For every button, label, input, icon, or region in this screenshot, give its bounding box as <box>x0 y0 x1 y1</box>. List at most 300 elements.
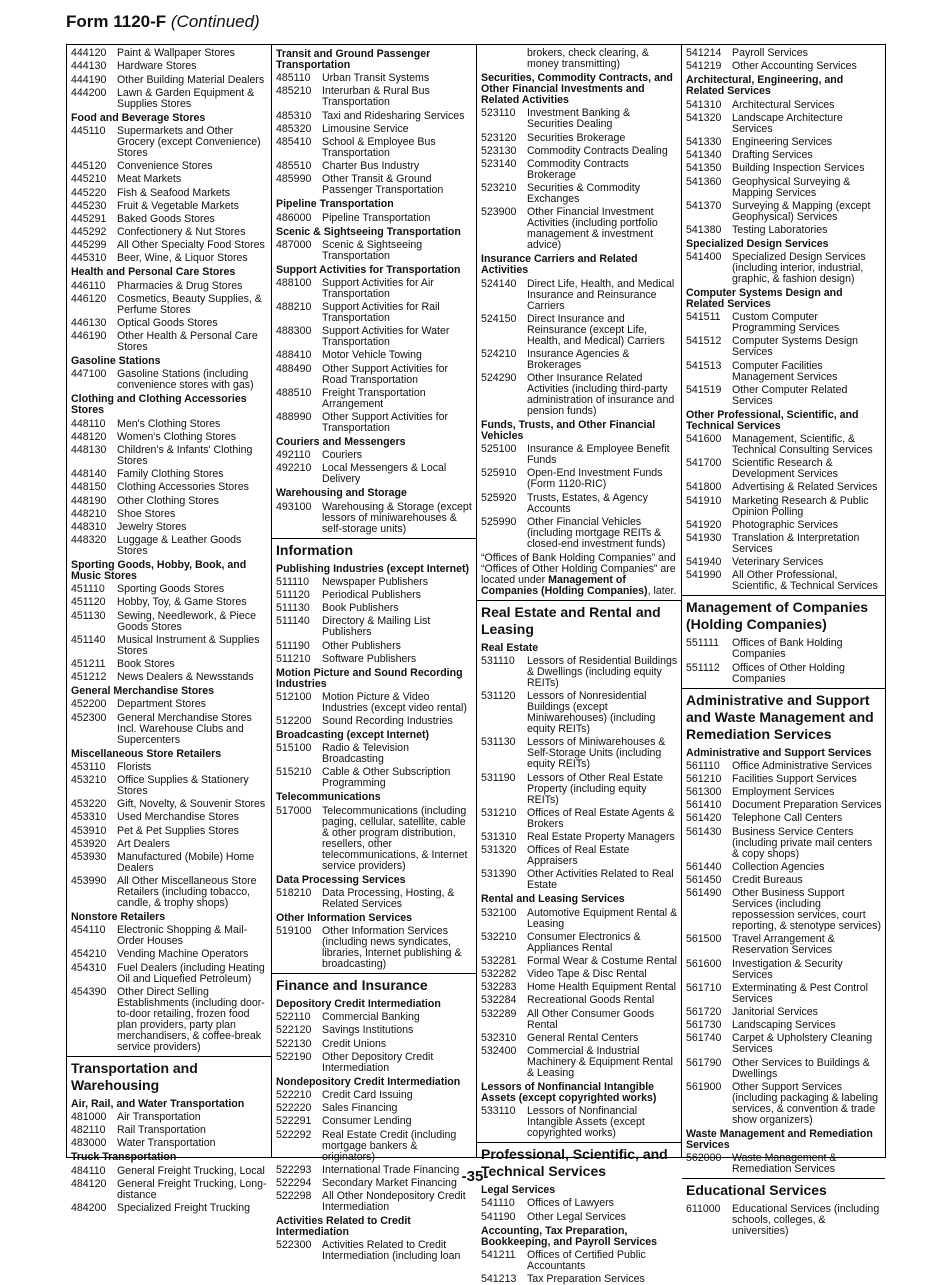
naics-code: 523210 <box>481 182 517 195</box>
naics-code: 454390 <box>71 985 107 998</box>
naics-code: 451211 <box>71 658 106 670</box>
naics-code: 481000 <box>71 1111 107 1123</box>
code-entry <box>71 48 268 59</box>
code-entry <box>276 137 473 159</box>
code-entry <box>481 956 678 967</box>
naics-code: 511210 <box>276 652 311 665</box>
activity-description: Beer, Wine, & Liquor Stores <box>117 252 248 265</box>
code-entry <box>686 1020 882 1031</box>
note-reference: Management of Companies (Holding Companies) <box>481 573 648 597</box>
activity-description: Other Publishers <box>322 639 401 652</box>
code-entry <box>276 463 473 485</box>
naics-code: 561110 <box>686 759 720 772</box>
code-entry <box>71 469 268 480</box>
naics-code: 511140 <box>276 615 310 628</box>
code-entry <box>686 361 882 383</box>
code-entry <box>71 762 268 773</box>
naics-code: 541380 <box>686 223 722 236</box>
subsector-heading: Gasoline Stations <box>71 355 161 368</box>
naics-code: 541330 <box>686 135 722 148</box>
naics-code: 561720 <box>686 1005 722 1018</box>
subsector-heading: Depository Credit Intermediation <box>276 998 441 1010</box>
code-entry <box>276 502 473 535</box>
subsector-heading: Lessors of Nonfinancial Intangible Assets (except copyrighted works) <box>481 1081 657 1104</box>
naics-code: 451212 <box>71 671 107 684</box>
naics-code: 532282 <box>481 968 517 981</box>
code-entry <box>686 252 882 285</box>
code-entry <box>481 869 678 891</box>
activity-description: Fruit & Vegetable Markets <box>117 199 239 212</box>
activity-description: Building Inspection Services <box>732 162 865 175</box>
naics-code: 524150 <box>481 312 517 325</box>
code-entry <box>71 852 268 874</box>
code-entry <box>481 207 678 251</box>
activity-description: Offices of Certified Public Accountants <box>527 1248 646 1272</box>
code-entry <box>71 126 268 159</box>
naics-code: 561430 <box>686 825 722 838</box>
naics-code-table <box>66 44 886 1285</box>
activity-description: Scenic & Sightseeing Transportation <box>322 238 423 262</box>
code-entry <box>481 908 678 930</box>
code-entry <box>71 432 268 443</box>
naics-code: 448120 <box>71 430 107 443</box>
naics-code: 445230 <box>71 199 107 212</box>
code-entry <box>686 934 882 956</box>
naics-code: 445292 <box>71 226 107 239</box>
activity-description: Children's & Infants' Clothing Stores <box>117 443 253 467</box>
activity-description: Insurance Agencies & Brokerages <box>527 347 630 371</box>
activity-description: Other Support Services (including packaging & labeling services, & convention & trade show organizers) <box>732 1080 879 1126</box>
naics-code: 453220 <box>71 798 107 811</box>
activity-description: Offices of Other Holding Companies <box>732 661 845 685</box>
code-entry <box>686 163 882 174</box>
activity-description: Other Depository Credit Intermediation <box>322 1050 434 1074</box>
activity-description: General Freight Trucking, Long-distance <box>117 1177 267 1201</box>
naics-code: 541800 <box>686 481 722 494</box>
code-entry <box>481 982 678 993</box>
activity-description: Couriers <box>322 449 363 462</box>
naics-code: 532281 <box>481 954 517 967</box>
code-entry <box>481 146 678 157</box>
activity-description: Shoe Stores <box>117 507 176 520</box>
activity-description: Offices of Real Estate Agents & Brokers <box>527 806 675 830</box>
activity-description: Offices of Real Estate Appraisers <box>527 844 630 868</box>
code-entry <box>71 672 268 683</box>
code-entry <box>276 1116 473 1127</box>
naics-code: 533110 <box>481 1105 516 1118</box>
code-entry <box>686 312 882 334</box>
naics-code: 523120 <box>481 131 517 144</box>
activity-description: Gasoline Stations (including convenience stores with gas) <box>117 368 254 392</box>
code-entry <box>71 201 268 212</box>
naics-code: 447100 <box>71 368 107 381</box>
activity-description: Consumer Lending <box>322 1115 412 1128</box>
code-entry <box>276 590 473 601</box>
sector-heading: Transportation and Warehousing <box>67 1056 271 1096</box>
naics-code: 451130 <box>71 609 106 622</box>
subsector-heading: Waste Management and Remediation Services <box>686 1127 873 1151</box>
naics-code: 541400 <box>686 251 722 264</box>
subsector-heading: Other Professional, Scientific, and Technical Services <box>686 408 859 432</box>
code-entry <box>686 336 882 358</box>
code-entry <box>71 253 268 264</box>
activity-description: Lessors of Residential Buildings & Dwellings (including equity REITs) <box>527 655 678 689</box>
code-entry <box>481 373 678 417</box>
naics-code: 522292 <box>276 1128 312 1141</box>
code-entry <box>686 201 882 223</box>
naics-code: 453990 <box>71 875 107 888</box>
code-entry <box>481 932 678 954</box>
code-entry <box>276 73 473 84</box>
naics-code: 541511 <box>686 311 721 324</box>
activity-description: Offices of Bank Holding Companies <box>732 637 843 661</box>
naics-code: 446120 <box>71 292 107 305</box>
activity-description: Other Support Activities for Transportation <box>322 411 449 434</box>
naics-code: 541920 <box>686 518 722 531</box>
code-entry <box>686 827 882 860</box>
code-entry <box>276 174 473 196</box>
code-entry <box>276 1052 473 1074</box>
code-entry <box>686 458 882 480</box>
activity-description: Payroll Services <box>732 47 808 60</box>
code-entry <box>276 1025 473 1036</box>
naics-code: 484110 <box>71 1164 106 1177</box>
code-entry <box>276 654 473 665</box>
activity-description: Confectionery & Nut Stores <box>117 226 246 239</box>
activity-description: Automotive Equipment Rental & Leasing <box>527 906 678 930</box>
code-entry <box>71 88 268 110</box>
naics-code: 551112 <box>686 661 720 674</box>
activity-description: Lessors of Other Real Estate Property (including equity REITs) <box>527 771 664 806</box>
activity-description: Family Clothing Stores <box>117 468 224 481</box>
activity-description: Advertising & Related Services <box>732 481 878 494</box>
activity-description: Scientific Research & Development Services <box>732 457 838 481</box>
code-entry <box>481 314 678 347</box>
code-entry <box>71 294 268 316</box>
subsector-heading: Insurance Carriers and Related Activities <box>481 253 638 277</box>
activity-description: Other Activities Related to Real Estate <box>527 868 674 892</box>
activity-description: Electronic Shopping & Mail-Order Houses <box>117 924 248 948</box>
code-entry <box>71 1112 268 1123</box>
code-entry <box>71 331 268 353</box>
code-entry <box>686 638 882 660</box>
code-entry <box>481 995 678 1006</box>
naics-code: 561440 <box>686 860 722 873</box>
activity-description: Jewelry Stores <box>117 520 187 533</box>
code-entry <box>276 1090 473 1101</box>
code-entry <box>71 509 268 520</box>
naics-code: 512200 <box>276 715 312 728</box>
naics-code: 524210 <box>481 347 517 360</box>
code-entry <box>686 434 882 456</box>
code-entry <box>686 1082 882 1126</box>
code-entry <box>276 692 473 714</box>
code-entry <box>276 111 473 122</box>
activity-description: Credit Bureaus <box>732 874 803 886</box>
subsector-heading: Air, Rail, and Water Transportation <box>71 1097 245 1110</box>
subsector-heading: Scenic & Sightseeing Transportation <box>276 225 461 238</box>
activity-description: Other Legal Services <box>527 1210 626 1223</box>
code-entry <box>481 183 678 205</box>
naics-code: 445120 <box>71 160 107 173</box>
code-entry <box>276 743 473 765</box>
activity-description: Women's Clothing Stores <box>117 430 236 443</box>
activity-description: Freight Transportation Arrangement <box>322 386 426 410</box>
naics-code: 485990 <box>276 173 312 186</box>
activity-description: Air Transportation <box>117 1111 201 1123</box>
activity-description: Savings Institutions <box>322 1024 414 1037</box>
naics-code: 515210 <box>276 766 312 779</box>
activity-description: Office Supplies & Stationery Stores <box>117 773 249 797</box>
activity-description: All Other Professional, Scientific, & Technical Services <box>732 569 878 593</box>
naics-code: 452200 <box>71 698 107 711</box>
naics-code: 522293 <box>276 1163 312 1176</box>
naics-code: 561900 <box>686 1080 722 1093</box>
subsector-heading: Health and Personal Care Stores <box>71 266 236 279</box>
naics-code: 448110 <box>71 417 106 430</box>
naics-code: 561600 <box>686 957 722 970</box>
activity-description: Interurban & Rural Bus Transportation <box>322 85 430 109</box>
code-entry <box>276 577 473 588</box>
naics-code: 484120 <box>71 1177 107 1190</box>
naics-code: 444200 <box>71 86 107 99</box>
code-entry <box>481 1274 678 1285</box>
code-entry <box>481 48 678 70</box>
code-entry <box>686 787 882 798</box>
code-entry <box>71 584 268 595</box>
activity-description: Other Business Support Services (including repossession services, court reporting, & stenotype services) <box>732 887 881 933</box>
activity-description: Custom Computer Programming Services <box>732 311 840 335</box>
naics-code: 531110 <box>481 655 515 667</box>
code-entry <box>686 150 882 161</box>
subsector-heading: Broadcasting (except Internet) <box>276 729 430 742</box>
code-entry <box>71 61 268 72</box>
activity-description: International Trade Financing <box>322 1163 460 1176</box>
naics-code: 448140 <box>71 468 107 481</box>
activity-description: Fish & Seafood Markets <box>117 186 231 199</box>
code-entry <box>686 570 882 592</box>
code-entry <box>481 1009 678 1031</box>
code-entry <box>71 419 268 430</box>
code-entry <box>686 533 882 555</box>
activity-description: Baked Goods Stores <box>117 212 215 225</box>
code-entry <box>71 161 268 172</box>
code-entry <box>686 888 882 932</box>
code-entry <box>71 876 268 909</box>
activity-description: Business Service Centers (including private mail centers & copy shops) <box>732 825 873 860</box>
naics-code: 511130 <box>276 602 310 615</box>
activity-description: Cable & Other Subscription Programming <box>322 766 451 790</box>
naics-code: 452300 <box>71 711 107 724</box>
naics-code: 532100 <box>481 906 517 919</box>
code-entry <box>71 963 268 985</box>
naics-code: 522120 <box>276 1024 312 1037</box>
code-entry <box>276 716 473 727</box>
naics-code: 451140 <box>71 633 106 646</box>
code-entry <box>71 535 268 557</box>
activity-description: Lessors of Miniwarehouses & Self-Storage Units (including equity REITs) <box>527 736 666 771</box>
naics-code: 511190 <box>276 639 310 652</box>
code-entry <box>71 227 268 238</box>
code-entry <box>481 969 678 980</box>
code-entry <box>686 813 882 824</box>
naics-code: 488990 <box>276 411 312 423</box>
naics-code: 522190 <box>276 1050 312 1063</box>
naics-code: 531320 <box>481 844 517 857</box>
naics-code: 522130 <box>276 1037 312 1050</box>
naics-code: 488490 <box>276 362 312 375</box>
subsector-heading: Motion Picture and Sound Recording Industries <box>276 666 463 690</box>
code-entry <box>481 737 678 770</box>
subsector-heading: Nondepository Credit Intermediation <box>276 1075 461 1088</box>
activity-description: Pharmacies & Drug Stores <box>117 279 243 292</box>
activity-description: Management, Scientific, & Technical Consulting Services <box>732 433 873 456</box>
naics-code: 445291 <box>71 212 107 225</box>
naics-code: 448210 <box>71 507 107 520</box>
activity-description: Credit Card Issuing <box>322 1088 413 1101</box>
code-entry <box>71 611 268 633</box>
naics-code: 532283 <box>481 981 517 994</box>
activity-description: Geophysical Surveying & Mapping Services <box>732 175 851 199</box>
naics-code: 448310 <box>71 520 107 533</box>
column-4 <box>681 45 886 1237</box>
code-entry <box>71 318 268 329</box>
code-entry <box>71 812 268 823</box>
code-entry <box>481 656 678 689</box>
naics-code: 561450 <box>686 874 722 886</box>
code-entry <box>686 959 882 981</box>
subsector-heading: Food and Beverage Stores <box>71 111 206 124</box>
activity-description: Marketing Research & Public Opinion Polling <box>732 494 869 518</box>
activity-description: Other Services to Buildings & Dwellings <box>732 1056 870 1080</box>
code-entry <box>686 1058 882 1080</box>
activity-description: Trusts, Estates, & Agency Accounts <box>527 491 648 515</box>
naics-code: 541370 <box>686 199 722 212</box>
naics-code: 512100 <box>276 690 312 703</box>
sector-heading: Real Estate and Rental and Leasing <box>477 600 681 640</box>
naics-code: 486000 <box>276 211 312 224</box>
subsector-heading: Architectural, Engineering, and Related Services <box>686 74 844 98</box>
code-entry <box>481 108 678 130</box>
code-entry <box>686 100 882 111</box>
naics-code: 448130 <box>71 443 107 456</box>
naics-code: 541214 <box>686 47 722 60</box>
activity-description: Office Administrative Services <box>732 759 872 772</box>
naics-code: 561420 <box>686 812 722 825</box>
naics-code: 561740 <box>686 1032 722 1045</box>
activity-description: Engineering Services <box>732 135 833 148</box>
naics-code: 523130 <box>481 144 517 157</box>
activity-description: Recreational Goods Rental <box>527 994 655 1007</box>
activity-description: Musical Instrument & Supplies Stores <box>117 633 260 657</box>
naics-code: 488100 <box>276 276 312 289</box>
subsector-heading: Warehousing and Storage <box>276 487 407 500</box>
naics-code: 541360 <box>686 175 722 188</box>
activity-description: Support Activities for Rail Transportation <box>322 301 440 325</box>
activity-description: Other Health & Personal Care Stores <box>117 330 258 354</box>
naics-code: 532310 <box>481 1031 517 1044</box>
code-entry <box>481 1212 678 1223</box>
activity-description: Other Information Services (including news syndicates, libraries, Internet publishing & broadcasting) <box>322 925 462 970</box>
naics-code: 561490 <box>686 887 722 900</box>
naics-code: 561730 <box>686 1019 722 1032</box>
activity-description: Book Stores <box>117 658 175 670</box>
activity-description: Vending Machine Operators <box>117 948 249 961</box>
code-entry <box>481 1046 678 1079</box>
code-entry <box>481 517 678 550</box>
naics-code: 541320 <box>686 111 722 124</box>
code-entry <box>686 385 882 407</box>
naics-code: 445110 <box>71 124 106 137</box>
code-entry <box>686 1204 882 1237</box>
sector-heading: Information <box>272 538 476 561</box>
code-entry <box>481 845 678 867</box>
activity-description: Lessors of Nonfinancial Intangible Assets (except copyrighted works) <box>527 1105 645 1140</box>
code-entry <box>686 113 882 135</box>
activity-description: Supermarkets and Other Grocery (except Convenience) Stores <box>117 124 261 159</box>
activity-description: Landscape Architecture Services <box>732 111 843 135</box>
activity-description: Motion Picture & Video Industries (except video rental) <box>322 690 467 714</box>
activity-description: Hardware Stores <box>117 60 197 73</box>
naics-code: 445299 <box>71 239 107 252</box>
naics-code: 484200 <box>71 1201 107 1214</box>
naics-code: 522300 <box>276 1239 312 1252</box>
naics-code: 446110 <box>71 279 106 292</box>
naics-code: 525990 <box>481 515 517 528</box>
code-entry <box>686 983 882 1005</box>
activity-description: Specialized Freight Trucking <box>117 1201 251 1214</box>
code-entry <box>686 1033 882 1055</box>
activity-description: Motor Vehicle Towing <box>322 349 422 362</box>
subsector-heading: General Merchandise Stores <box>71 685 215 698</box>
naics-code: 453910 <box>71 824 107 837</box>
activity-description: Software Publishers <box>322 652 417 665</box>
naics-code: 541940 <box>686 556 722 569</box>
naics-code: 532289 <box>481 1007 517 1020</box>
code-entry <box>276 350 473 361</box>
code-entry <box>276 412 473 434</box>
code-entry <box>481 493 678 515</box>
naics-code: 541512 <box>686 335 722 348</box>
naics-code: 453210 <box>71 773 107 786</box>
naics-code: 611000 <box>686 1202 721 1215</box>
naics-code: 525910 <box>481 467 517 480</box>
code-entry <box>276 1103 473 1114</box>
code-entry <box>686 663 882 685</box>
naics-code: 532210 <box>481 930 517 943</box>
activity-description: Computer Systems Design Services <box>732 335 858 359</box>
code-entry <box>686 225 882 236</box>
activity-description: Architectural Services <box>732 98 835 111</box>
code-entry <box>71 799 268 810</box>
code-entry <box>276 806 473 872</box>
naics-code: 541219 <box>686 60 722 73</box>
subsector-heading: Computer Systems Design and Related Services <box>686 287 843 311</box>
code-entry <box>71 445 268 467</box>
activity-description: Exterminating & Pest Control Services <box>732 981 869 1005</box>
code-entry <box>71 1125 268 1136</box>
code-entry <box>481 1106 678 1139</box>
naics-code: 492110 <box>276 449 311 462</box>
subsector-heading: Pipeline Transportation <box>276 198 394 211</box>
activity-description: Consumer Electronics & Appliances Rental <box>527 930 641 954</box>
naics-code: 541513 <box>686 359 722 372</box>
activity-description: Optical Goods Stores <box>117 317 218 329</box>
activity-description: Periodical Publishers <box>322 588 421 601</box>
activity-description: Other Accounting Services <box>732 60 857 73</box>
activity-description: Direct Life, Health, and Medical Insurance and Reinsurance Carriers <box>527 277 675 312</box>
activity-description: General Merchandise Stores Incl. Warehouse Clubs and Supercenters <box>117 711 252 746</box>
